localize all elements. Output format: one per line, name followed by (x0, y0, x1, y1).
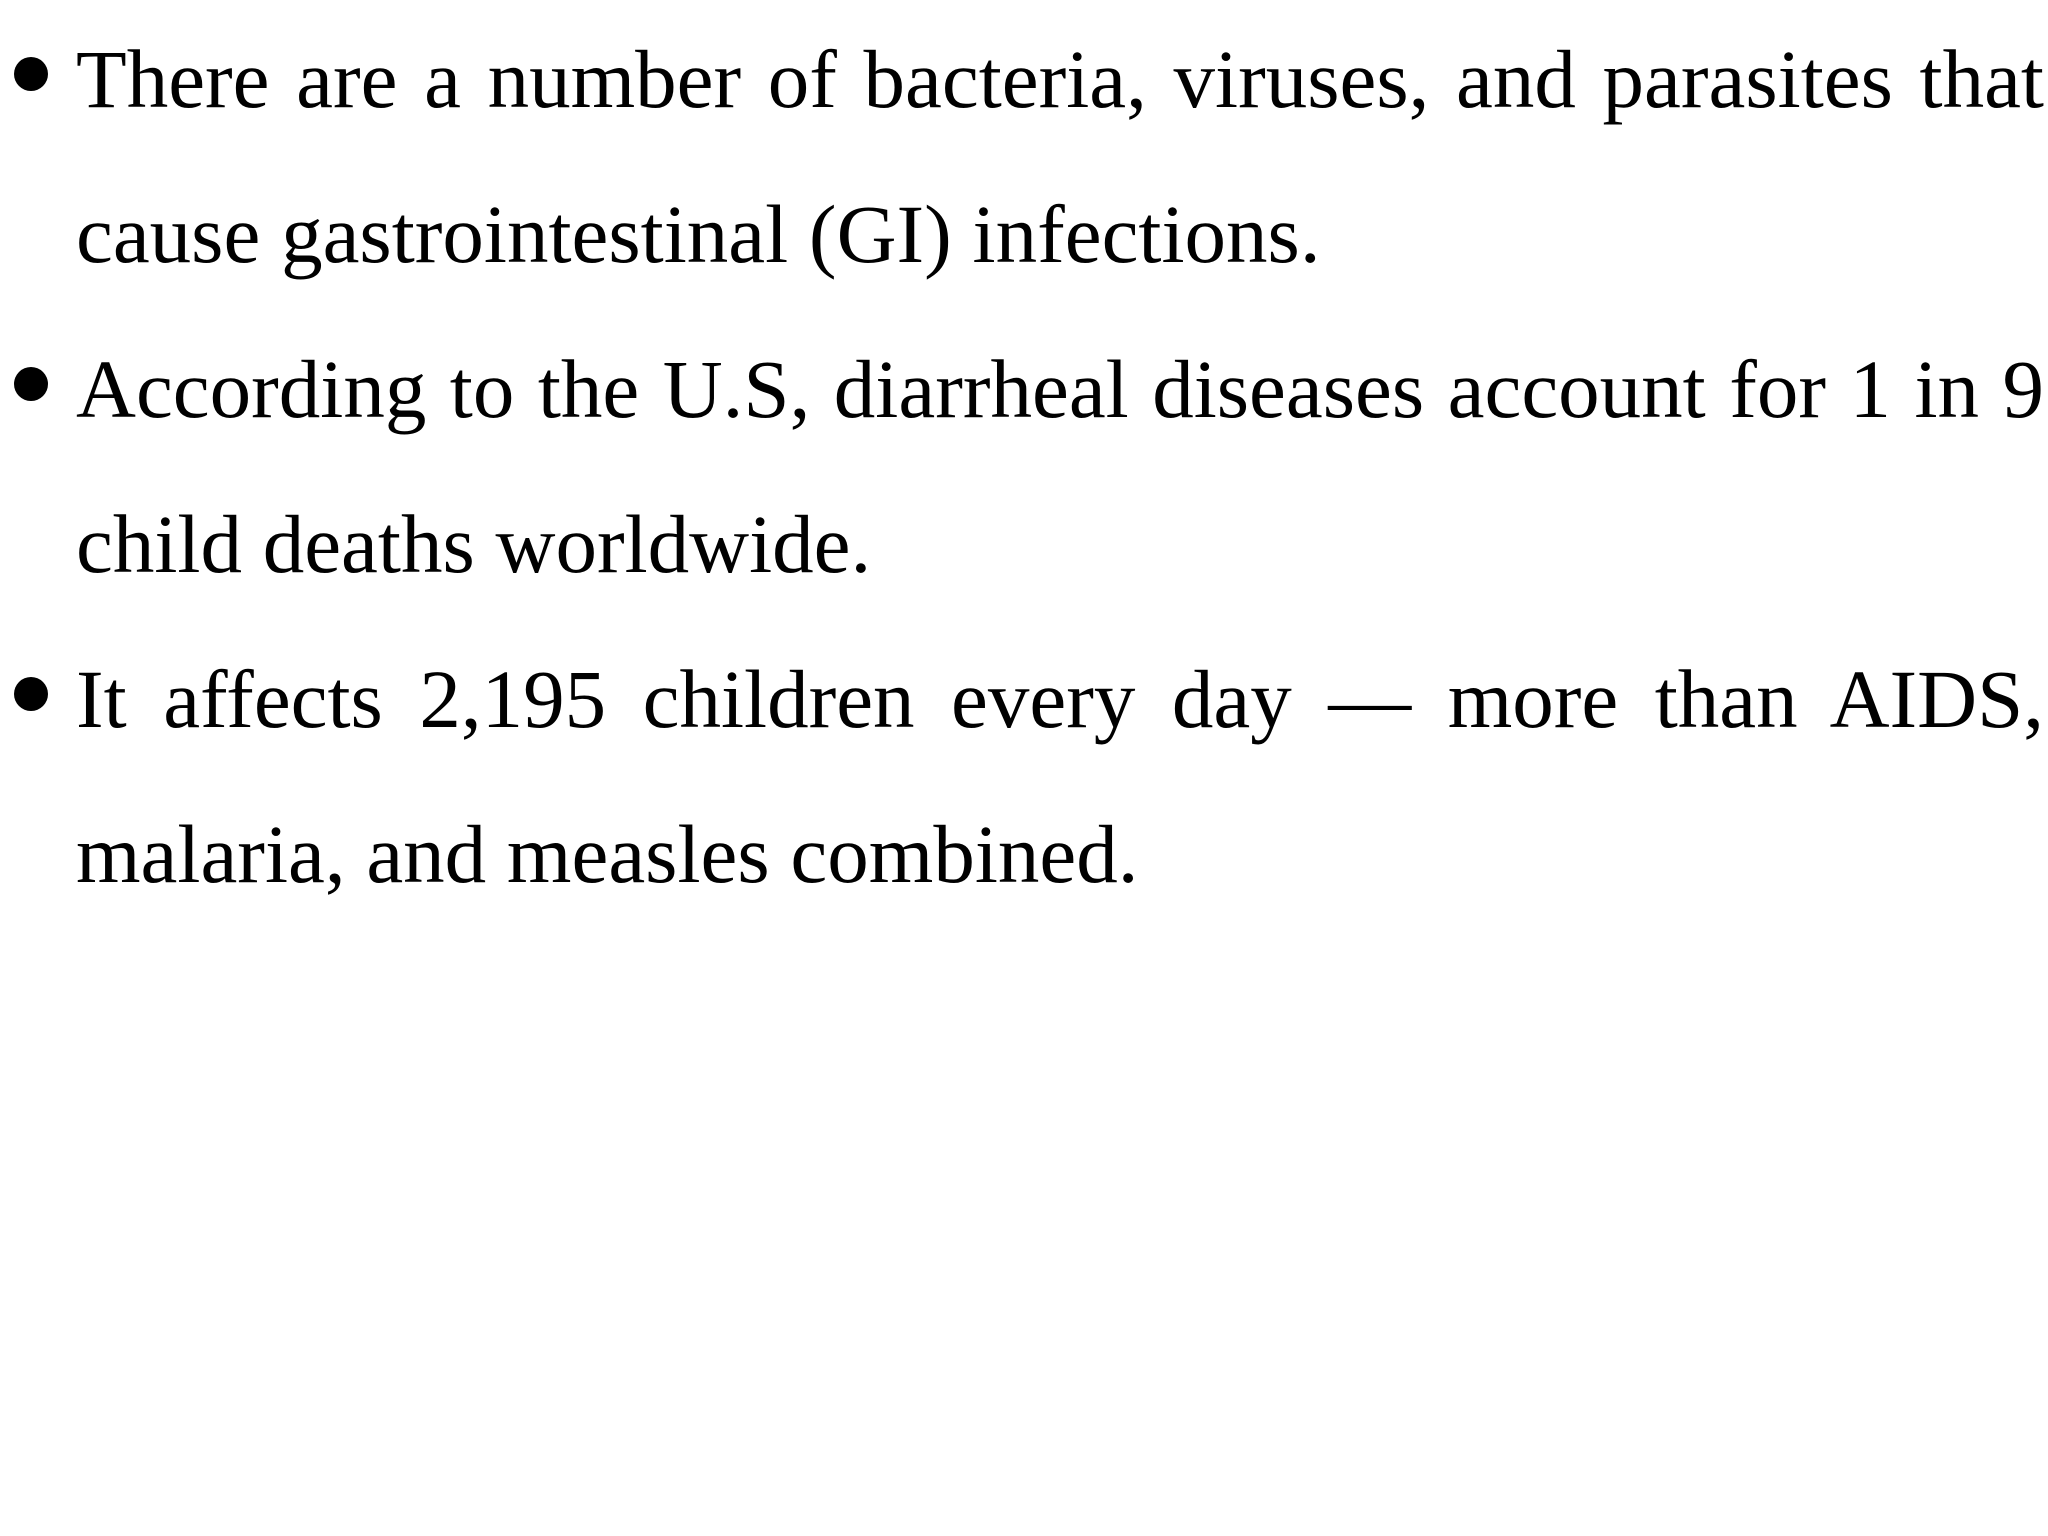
bullet-dot-icon (14, 677, 48, 711)
bullet-text: There are a number of bacteria, viruses, and parasites that cause gastrointestinal (GI) infections. (76, 33, 2044, 280)
bullet-text: According to the U.S, diarrheal diseases account for 1 in 9 child deaths worldwide. (76, 343, 2044, 590)
bullet-list (14, 2, 2044, 932)
bullet-item (14, 2, 2044, 312)
bullet-dot-icon (14, 57, 48, 91)
bullet-item (14, 622, 2044, 932)
bullet-dot-icon (14, 367, 48, 401)
bullet-text: It affects 2,195 children every day — more than AIDS, malaria, and measles combined. (76, 653, 2044, 900)
bullet-item (14, 312, 2044, 622)
